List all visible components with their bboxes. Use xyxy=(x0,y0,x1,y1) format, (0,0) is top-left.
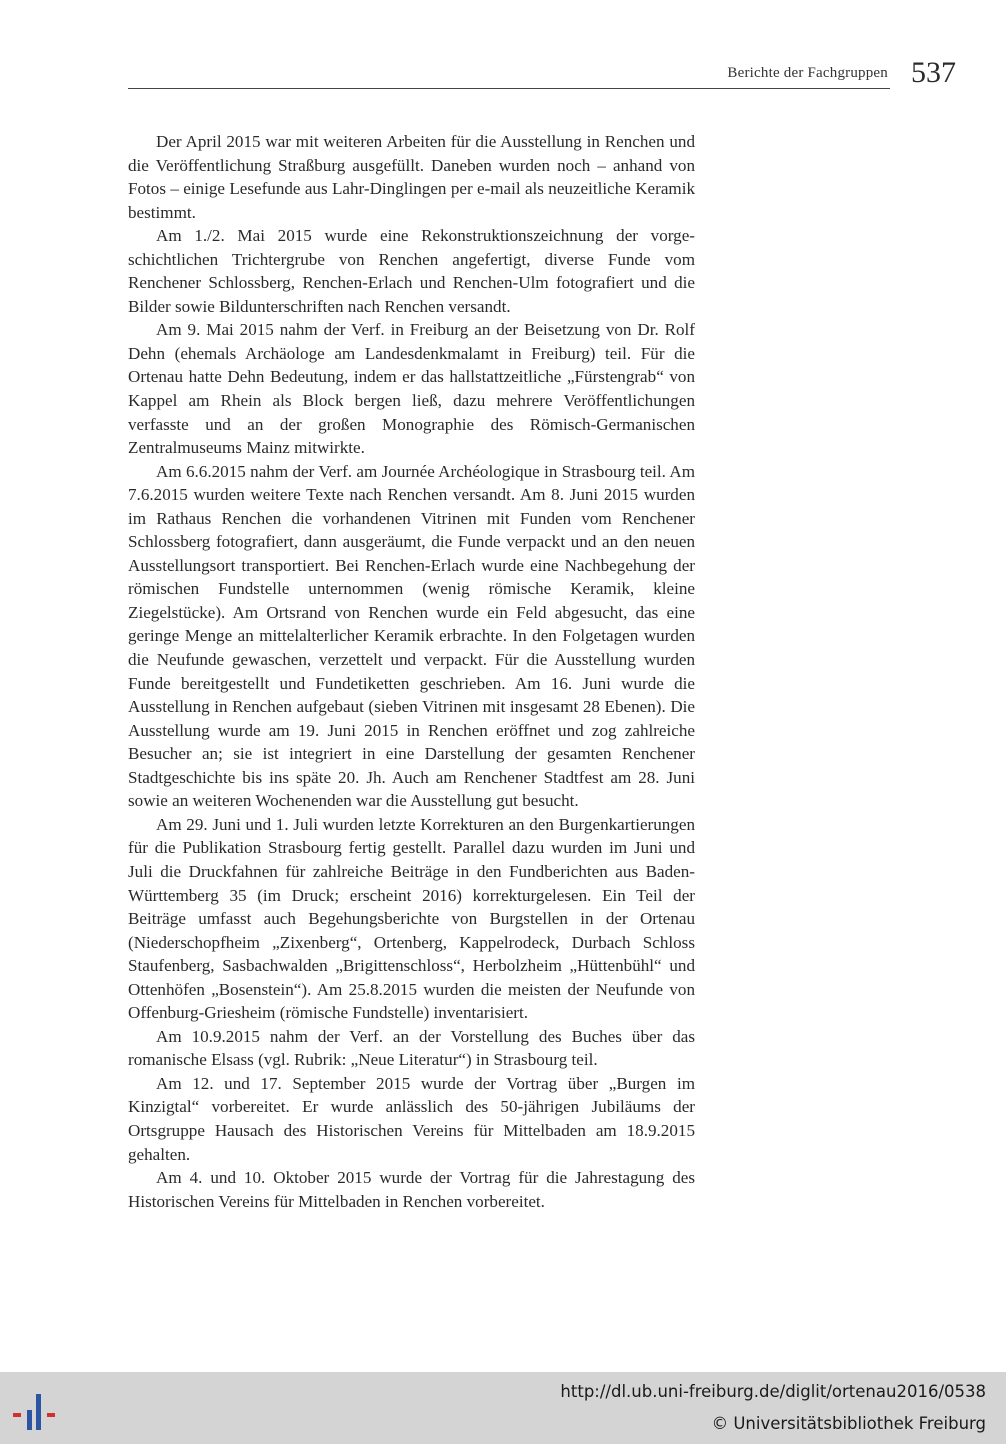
running-title: Berichte der Fachgruppen xyxy=(727,65,888,81)
paragraph: Am 10.9.2015 nahm der Verf. an der Vorstellung des Buches über das romanische Elsass (vgl. Rubrik: „Neue Literatur“) in Strasbourg teil. xyxy=(128,1026,695,1070)
paragraph: Am 4. und 10. Oktober 2015 wurde der Vortrag für die Jahrestagung des Historischen Vereins für Mittelbaden in Renchen vorbereitet. xyxy=(128,1168,695,1211)
paragraph: Der April 2015 war mit weiteren Arbeiten für die Ausstellung in Renchen und die Veröffentlichung Straßburg ausgefüllt. Daneben wurden noch – anhand von Fotos – einige Lesefunde aus Lahr-Dinglingen per e-mail als neuzeitliche Keramik bestimmt. xyxy=(128,132,695,222)
running-header xyxy=(128,56,956,94)
footer-band xyxy=(0,1372,1006,1444)
page-number: 537 xyxy=(911,56,956,89)
source-url-link[interactable]: http://dl.ub.uni-freiburg.de/diglit/ortenau2016/0538 xyxy=(560,1382,986,1401)
header-rule xyxy=(128,88,890,89)
paragraph: Am 29. Juni und 1. Juli wurden letzte Korrekturen an den Burgenkartierungen für die Publikation Strasbourg fertig gestellt. Parallel dazu wurden im Juni und Juli die Druckfahnen für zahlreiche Beiträge in den Fundberichten aus Baden-Württemberg 35 (im Druck; erscheint 2016) korrekturgelesen. Ein Teil der Beiträge umfasst auch Begehungsberichte von Burgstellen in der Ortenau (Niederschopfheim „Zixenberg“, Ortenberg, Kappelrodeck, Durbach Schloss Staufenberg, Sasbachwalden „Brigittenschloss“, Herbolzheim „Hüttenbühl“ und Ottenhöfen „Bosenstein“). Am 25.8.2015 wurden die meisten der Neufunde von Offenburg-Griesheim (römische Fundstelle) inventarisiert. xyxy=(128,814,695,1023)
copyright-notice: © Universitätsbibliothek Freiburg xyxy=(711,1414,986,1433)
ub-freiburg-logo-icon xyxy=(12,1382,64,1434)
paragraph: Am 12. und 17. September 2015 wurde der Vortrag über „Burgen im Kinzigtal“ vorbereitet. Er wurde anlässlich des 50-jährigen Jubiläums der Ortsgruppe Hausach des Historischen Vereins für Mittelbaden am 18.9.2015 gehalten. xyxy=(128,1073,695,1164)
paragraph: Am 1./2. Mai 2015 wurde eine Rekonstruktionszeichnung der vorgeschichtlichen Trichtergrube von Renchen angefertigt, diverse Funde vom Renchener Schlossberg, Renchen-Erlach und Renchen-Ulm fotografiert und die Bilder sowie Bildunterschriften nach Renchen versandt. xyxy=(128,226,695,316)
paragraph: Am 9. Mai 2015 nahm der Verf. in Freiburg an der Beisetzung von Dr. Rolf Dehn (ehemals Archäologe am Landesdenkmalamt in Freiburg) teil. Für die Ortenau hatte Dehn Bedeutung, indem er das hallstattzeitliche „Fürstengrab“ von Kappel am Rhein als Block bergen ließ, dazu mehrere Veröffentlichungen verfasste und an der großen Monographie des Römisch-Germanischen Zentralmuseums Mainz mitwirkte. xyxy=(128,320,695,458)
paragraph: Am 6.6.2015 nahm der Verf. am Journée Archéologique in Strasbourg teil. Am 7.6.2015 wurden weitere Texte nach Renchen versandt. Am 8. Juni 2015 wurden im Rathaus Renchen die vorhandenen Vitrinen mit Funden vom Renchener Schlossberg fotografiert, dann ausgeräumt, die Funde verpackt und an den neuen Ausstellungsort transportiert. Bei Renchen-Erlach wurde eine Nachbegehung der römischen Fundstelle unternommen (wenig römische Keramik, kleine Ziegelstücke). Am Ortsrand von Renchen wurde ein Feld abgesucht, das eine geringe Menge an mittelalterlicher Keramik erbrachte. In den Folgetagen wurden die Neufunde gewaschen, verzettelt und verpackt. Für die Ausstellung wurden Funde bereitgestellt und Fundetiketten geschrieben. Am 16. Juni wurde die Ausstellung in Renchen aufgebaut (sieben Vitrinen mit insgesamt 28 Ebenen). Die Ausstellung wurde am 19. Juni 2015 in Renchen eröffnet und zog zahlreiche Besucher an; sie ist integriert in eine Darstellung der gesamten Renchener Stadtgeschichte bis ins späte 20. Jh. Auch am Renchener Stadtfest am 28. Juni sowie an weiteren Wochenenden war die Ausstellung gut besucht. xyxy=(128,461,695,811)
body-text xyxy=(128,130,695,1213)
